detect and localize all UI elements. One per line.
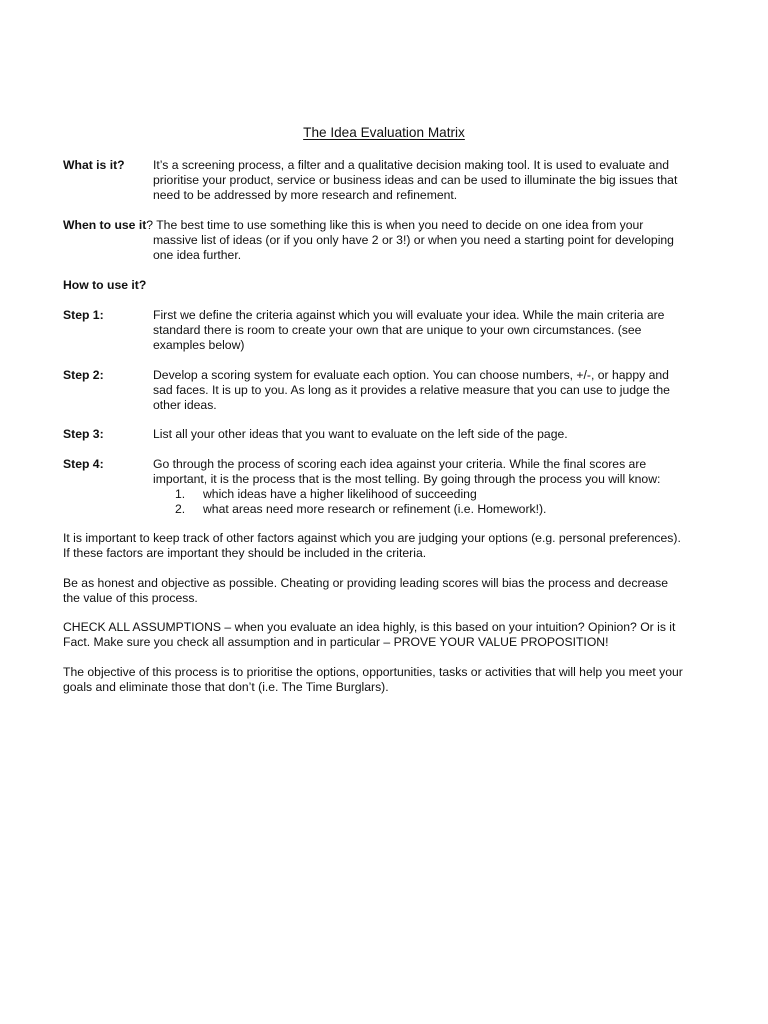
- text-line: examples below): [153, 338, 245, 352]
- document-title: The Idea Evaluation Matrix: [303, 125, 465, 140]
- list-item: [175, 502, 703, 517]
- step-4-section: [63, 457, 713, 517]
- text-line: goals and eliminate those that don’t (i.e. The Time Burglars).: [63, 680, 389, 694]
- step-label: Step 3:: [63, 427, 104, 441]
- step-text: [153, 368, 703, 413]
- numbered-list: [153, 487, 703, 517]
- text-line: massive list of ideas (or if you only have 2 or 3!) or when you need a starting point for developing: [153, 233, 674, 247]
- step-text: [153, 457, 703, 517]
- paragraph-be-honest: [63, 576, 713, 606]
- text-line: one idea further.: [153, 248, 242, 262]
- step-1-section: [63, 308, 713, 353]
- text-line: The objective of this process is to prioritise the options, opportunities, tasks or activities that will help you meet your: [63, 665, 683, 679]
- text-line: sad faces. It is up to you. As long as it provides a relative measure that you can use to judge the: [153, 383, 670, 397]
- text-line: It’s a screening process, a filter and a qualitative decision making tool. It is used to evaluate and: [153, 158, 670, 172]
- when-to-use-first-line: [63, 218, 713, 233]
- text-line: Develop a scoring system for evaluate each option. You can choose numbers, +/-, or happy and: [153, 368, 669, 382]
- how-to-use-heading: [63, 278, 713, 293]
- list-number: 2.: [175, 502, 186, 516]
- paragraph-objective: [63, 665, 713, 695]
- list-number: 1.: [175, 487, 186, 501]
- text-line: List all your other ideas that you want to evaluate on the left side of the page.: [153, 427, 568, 441]
- how-to-use-heading-text: How to use it?: [63, 278, 147, 292]
- list-item-text: which ideas have a higher likelihood of succeeding: [203, 487, 477, 501]
- text-line: Be as honest and objective as possible. Cheating or providing leading scores will bias the process and decrease: [63, 576, 668, 590]
- step-2-section: [63, 368, 713, 413]
- what-is-it-section: [63, 158, 713, 203]
- list-item-text: what areas need more research or refinement (i.e. Homework!).: [203, 502, 547, 516]
- paragraph-check-assumptions: [63, 620, 713, 650]
- when-to-use-label: When to use it: [63, 218, 147, 232]
- when-to-use-first-line-text: ? The best time to use something like this is when you need to decide on one idea from your: [146, 218, 644, 232]
- step-label: Step 1:: [63, 308, 104, 322]
- text-line: If these factors are important they should be included in the criteria.: [63, 546, 427, 560]
- text-line: First we define the criteria against which you will evaluate your idea. While the main criteria are: [153, 308, 665, 322]
- text-line: It is important to keep track of other factors against which you are judging your options (e.g. personal preferences).: [63, 531, 681, 545]
- step-text: [153, 308, 703, 353]
- text-line: Fact. Make sure you check all assumption and in particular – PROVE YOUR VALUE PROPOSITION!: [63, 635, 609, 649]
- text-line: need to be addressed by more research and refinement.: [153, 188, 458, 202]
- step-label: Step 2:: [63, 368, 104, 382]
- text-line: other ideas.: [153, 398, 217, 412]
- text-line: important, it is the process that is the most telling. By going through the process you will know:: [153, 472, 661, 486]
- text-line: Go through the process of scoring each idea against your criteria. While the final scores are: [153, 457, 647, 471]
- text-line: standard there is room to create your own that are unique to your own circumstances. (see: [153, 323, 642, 337]
- list-item: [175, 487, 703, 502]
- text-line: CHECK ALL ASSUMPTIONS – when you evaluate an idea highly, is this based on your intuition? Opinion? Or is it: [63, 620, 676, 634]
- text-line: the value of this process.: [63, 591, 198, 605]
- when-to-use-section: [63, 218, 713, 263]
- step-3-section: [63, 427, 713, 442]
- paragraph-other-factors: [63, 531, 713, 561]
- text-line: prioritise your product, service or business ideas and can be used to illuminate the big issues that: [153, 173, 678, 187]
- what-is-it-label: What is it?: [63, 158, 125, 172]
- what-is-it-text: [153, 158, 703, 203]
- step-label: Step 4:: [63, 457, 104, 471]
- step-text: [153, 427, 703, 442]
